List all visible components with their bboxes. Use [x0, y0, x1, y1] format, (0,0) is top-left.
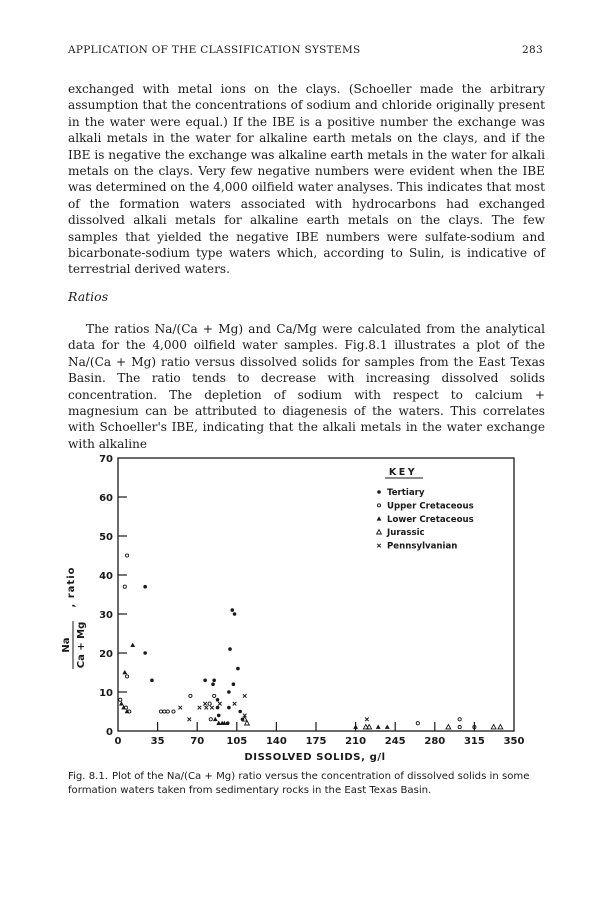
point-jurassic	[491, 725, 496, 729]
point-upper-cretaceous	[123, 585, 126, 588]
section-heading-ratios: Ratios	[68, 289, 109, 304]
paragraph-ibe: exchanged with metal ions on the clays. (Schoeller made the arbitrary assumption that the concentrations of sodium and chloride originally present in the water were equal.) If the IBE is a positive number the exchange was alkali metals in the water for alkaline earth metals on the clays, and if the IBE is negative the exchange was alkaline earth metals in the water for alkali metals on the clays. Very few negative numbers were evident when the IBE was determined on the 4,000 oilfield water analyses. This indicates that most of the formation waters associated with hydrocarbons had exchanged dissolved alkali metals for alkaline earth metals on the clays. The few samples that yielded the negative IBE numbers were sulfate-sodium and bicarbonate-sodium type waters which, according to Sulin, is indicative of terrestrial derived waters.	[68, 82, 545, 277]
legend-marker-pennsylvanian	[377, 544, 381, 548]
x-tick-label: 210	[345, 736, 367, 747]
x-tick-label: 175	[305, 736, 327, 747]
legend-marker-upper-cretaceous	[377, 504, 380, 507]
point-tertiary	[230, 608, 234, 612]
point-tertiary	[203, 679, 207, 683]
x-axis	[115, 722, 525, 747]
data-points	[119, 554, 503, 729]
point-tertiary	[238, 710, 242, 714]
point-upper-cretaceous	[213, 694, 216, 697]
legend-marker-lower-cretaceous	[377, 516, 382, 520]
y-tick-label: 10	[99, 688, 113, 699]
x-tick-label: 315	[463, 736, 485, 747]
x-tick-label: 245	[384, 736, 406, 747]
scatter-chart	[52, 448, 525, 770]
point-lower-cretaceous	[122, 670, 127, 674]
y-label-numerator: Na	[61, 637, 72, 653]
point-tertiary	[227, 706, 231, 710]
point-upper-cretaceous	[172, 710, 175, 713]
point-tertiary	[216, 706, 220, 710]
y-tick-label: 60	[99, 493, 113, 504]
running-head-title: APPLICATION OF THE CLASSIFICATION SYSTEMS	[68, 44, 361, 56]
point-tertiary	[143, 585, 147, 589]
point-upper-cretaceous	[416, 722, 419, 725]
y-tick-label: 70	[99, 454, 113, 465]
legend-label: Pennsylvanian	[387, 541, 458, 552]
point-tertiary	[212, 679, 216, 683]
y-label-suffix: , ratio	[66, 566, 77, 608]
point-jurassic	[498, 725, 503, 729]
legend-label: Lower Cretaceous	[387, 514, 474, 525]
y-tick-label: 30	[99, 610, 113, 621]
point-pennsylvanian	[204, 706, 208, 710]
x-tick-label: 280	[424, 736, 446, 747]
point-pennsylvanian	[210, 706, 214, 710]
point-lower-cretaceous	[376, 725, 381, 729]
point-upper-cretaceous	[208, 702, 211, 705]
point-tertiary	[211, 682, 215, 686]
point-upper-cretaceous	[119, 698, 122, 701]
y-axis-label	[61, 566, 87, 669]
point-tertiary	[227, 690, 231, 694]
legend-label: Jurassic	[387, 528, 425, 539]
point-upper-cretaceous	[163, 710, 166, 713]
point-pennsylvanian	[218, 702, 222, 706]
running-head	[68, 44, 543, 58]
y-tick-label: 40	[99, 571, 113, 582]
point-tertiary	[226, 721, 230, 725]
point-pennsylvanian	[243, 694, 247, 698]
point-tertiary	[143, 651, 147, 655]
legend-marker-jurassic	[377, 530, 382, 534]
point-lower-cretaceous	[353, 725, 358, 729]
legend-label: Upper Cretaceous	[387, 501, 474, 512]
point-pennsylvanian	[187, 718, 191, 722]
point-upper-cretaceous	[166, 710, 169, 713]
x-tick-label: 0	[114, 736, 122, 747]
y-tick-label: 50	[99, 532, 113, 543]
point-pennsylvanian	[233, 702, 237, 706]
point-lower-cretaceous	[213, 717, 218, 721]
y-tick-label: 20	[99, 649, 113, 660]
legend-label: Tertiary	[387, 488, 425, 498]
point-upper-cretaceous	[458, 726, 461, 729]
plot-frame	[118, 458, 514, 731]
point-pennsylvanian	[365, 718, 369, 722]
point-pennsylvanian	[178, 706, 182, 710]
point-upper-cretaceous	[159, 710, 162, 713]
point-pennsylvanian	[198, 706, 202, 710]
x-tick-label: 350	[503, 736, 525, 747]
point-tertiary	[217, 714, 221, 718]
legend-marker-tertiary	[377, 490, 381, 494]
x-tick-label: 140	[265, 736, 287, 747]
point-lower-cretaceous	[385, 725, 390, 729]
point-upper-cretaceous	[189, 694, 192, 697]
point-upper-cretaceous	[125, 554, 128, 557]
point-tertiary	[216, 698, 220, 702]
x-tick-label: 105	[226, 736, 248, 747]
paragraph-ratios: The ratios Na/(Ca + Mg) and Ca/Mg were calculated from the analytical data for the 4,000 oilfield water samples. Fig.8.1 illustrates a plot of the Na/(Ca + Mg) ratio versus dissolved solids for samples from the East Texas Basin. The ratio tends to decrease with increasing dissolved solids concentration. The depletion of sodium with respect to calcium + magnesium can be attributed to diagenesis of the waters. This correlates with Schoeller's IBE, indicating that the alkali metals in the water exchange with alkaline	[68, 322, 545, 451]
x-tick-label: 35	[150, 736, 165, 747]
x-axis-label: DISSOLVED SOLIDS, g/l	[244, 752, 386, 763]
point-jurassic	[367, 725, 372, 729]
point-jurassic	[446, 725, 451, 729]
legend	[377, 467, 474, 552]
point-jurassic	[242, 717, 247, 721]
point-upper-cretaceous	[209, 718, 212, 721]
figure-8-1	[52, 448, 525, 790]
figure-caption	[68, 770, 545, 797]
point-tertiary	[233, 612, 237, 616]
x-tick-label: 70	[190, 736, 205, 747]
y-axis	[99, 454, 127, 738]
caption-text: Plot of the Na/(Ca + Mg) ratio versus the concentration of dissolved solids in some formation waters taken from sedimentary rocks in the East Texas Basin.	[68, 771, 530, 796]
legend-title: KEY	[388, 467, 418, 478]
point-tertiary	[236, 667, 240, 671]
point-tertiary	[232, 682, 236, 686]
point-pennsylvanian	[203, 702, 207, 706]
y-tick-label: 0	[106, 727, 113, 738]
point-upper-cretaceous	[458, 718, 461, 721]
point-lower-cretaceous	[130, 643, 135, 647]
caption-label: Fig. 8.1.	[68, 771, 108, 782]
point-tertiary	[228, 647, 232, 651]
point-tertiary	[150, 679, 154, 683]
point-upper-cretaceous	[125, 675, 128, 678]
y-label-denominator: Ca + Mg	[76, 621, 87, 669]
page-number: 283	[522, 44, 543, 56]
